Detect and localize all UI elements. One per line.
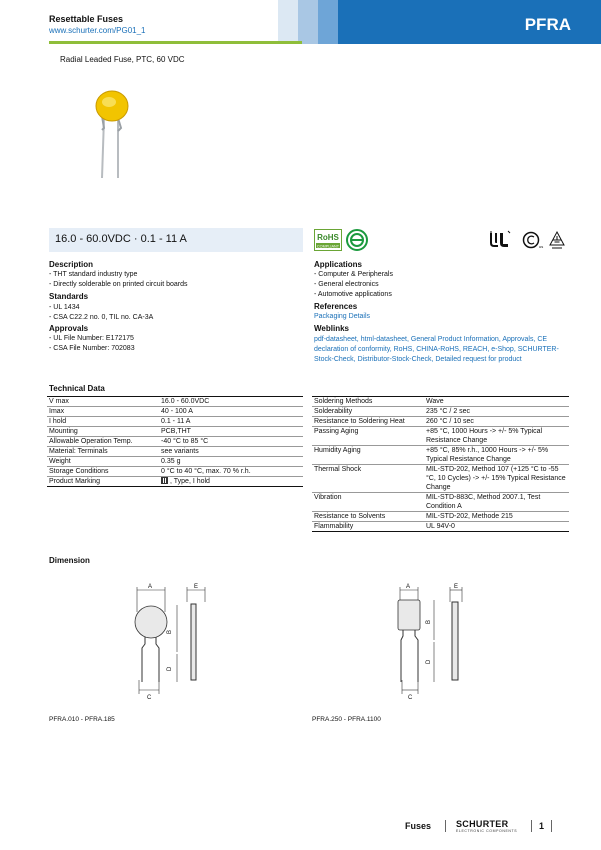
dimension-drawing-disc xyxy=(125,582,215,702)
svg-text:us: us xyxy=(539,244,544,249)
table-row: Resistance to Solvents MIL-STD-202, Methode 215 xyxy=(312,512,569,522)
header-band-light xyxy=(278,0,298,44)
svg-text:D: D xyxy=(167,666,173,671)
product-subtitle: Radial Leaded Fuse, PTC, 60 VDC xyxy=(60,55,185,64)
svg-text:E: E xyxy=(194,584,199,590)
footer-divider xyxy=(551,820,552,832)
table-row: Mounting PCB,THT xyxy=(47,427,303,437)
svg-text:A: A xyxy=(148,584,153,590)
approvals-heading: Approvals xyxy=(49,324,89,333)
earth-ground-icon xyxy=(549,231,565,249)
schurter-logo: SCHURTER xyxy=(456,819,509,829)
applications-line: - Automotive applications xyxy=(314,291,392,298)
description-line: - Directly solderable on printed circuit boards xyxy=(49,281,188,288)
table-row: Flammability UL 94V-0 xyxy=(312,522,569,532)
references-heading: References xyxy=(314,302,358,311)
csa-icon xyxy=(522,231,542,249)
dimension-drawing-block xyxy=(390,582,475,702)
table-row: Product Marking , Type, I hold xyxy=(47,477,303,487)
table-row: Humidity Aging +85 °C, 85% r.h., 1000 Hours -> +/- 5% Typical Resistance Change xyxy=(312,446,569,465)
document-category-title: Resettable Fuses xyxy=(49,14,124,24)
table-row: Weight 0.35 g xyxy=(47,457,303,467)
footer-divider xyxy=(445,820,446,832)
approvals-line: - CSA File Number: 702083 xyxy=(49,345,135,352)
svg-text:B: B xyxy=(167,629,173,634)
page-number: 1 xyxy=(539,821,545,831)
applications-heading: Applications xyxy=(314,260,363,269)
weblinks-list[interactable]: pdf-datasheet, html-datasheet, General Product Information, Approvals, CE declaration of conformity, RoHS, CHINA-RoHS, REACH, e-Shop, SCHURTER-Stock-Check, Distributor-Stock-Check, Detailed request for product xyxy=(314,336,559,363)
table-row: Thermal Shock MIL-STD-202, Method 107 (+125 °C to -55 °C, 10 Cycles) -> +/- 15% Typical Resistance Change xyxy=(312,465,569,493)
table-row: I hold 0.1 - 11 A xyxy=(47,417,303,427)
manufacturer-mark-icon xyxy=(161,477,168,484)
voltage-current-rating: 16.0 - 60.0VDC · 0.1 - 11 A xyxy=(55,233,187,245)
svg-text:E: E xyxy=(454,584,459,590)
table-row: Soldering Methods Wave xyxy=(312,397,569,407)
weblinks-heading: Weblinks xyxy=(314,324,349,333)
svg-text:A: A xyxy=(406,584,411,590)
rohs-compliant-icon xyxy=(314,229,342,251)
table-row: Imax 40 - 100 A xyxy=(47,407,303,417)
packaging-details-link[interactable]: Packaging Details xyxy=(314,313,371,320)
product-code-title: PFRA xyxy=(524,15,571,34)
svg-text:RoHS: RoHS xyxy=(317,233,339,242)
ul-recognized-icon xyxy=(488,231,512,249)
table-row: Resistance to Soldering Heat 260 °C / 10 sec xyxy=(312,417,569,427)
table-row: V max 16.0 - 60.0VDC xyxy=(47,397,303,407)
dimension-caption-left: PFRA.010 - PFRA.185 xyxy=(49,716,115,723)
china-rohs-icon xyxy=(346,229,368,251)
table-row: Solderability 235 °C / 2 sec xyxy=(312,407,569,417)
product-photo xyxy=(88,88,138,180)
svg-text:COMPLIANT: COMPLIANT xyxy=(316,244,340,249)
approvals-line: - UL File Number: E172175 xyxy=(49,335,134,342)
footer-category: Fuses xyxy=(405,821,432,831)
svg-text:C: C xyxy=(408,695,413,701)
dimension-caption-right: PFRA.250 - PFRA.1100 xyxy=(312,716,381,723)
standards-heading: Standards xyxy=(49,292,89,301)
svg-text:D: D xyxy=(426,659,432,664)
header-accent-line xyxy=(49,41,302,44)
description-heading: Description xyxy=(49,260,94,269)
technical-data-table-left xyxy=(47,396,303,487)
applications-line: - General electronics xyxy=(314,281,379,288)
technical-data-table-right xyxy=(312,396,569,532)
table-row: Storage Conditions 0 °C to 40 °C, max. 70 % r.h. xyxy=(47,467,303,477)
product-url-link[interactable]: www.schurter.com/PG01_1 xyxy=(49,26,146,35)
description-line: - THT standard industry type xyxy=(49,271,138,278)
applications-line: - Computer & Peripherals xyxy=(314,271,393,278)
table-row: Passing Aging +85 °C, 1000 Hours -> +/- 5% Typical Resistance Change xyxy=(312,427,569,446)
table-row: Material: Terminals see variants xyxy=(47,447,303,457)
footer-divider xyxy=(531,820,532,832)
table-row: Allowable Operation Temp. -40 °C to 85 °C xyxy=(47,437,303,447)
header-band-mid xyxy=(298,0,318,44)
standards-line: - CSA C22.2 no. 0, TIL no. CA-3A xyxy=(49,314,154,321)
schurter-logo-subtitle: ELECTRONIC COMPONENTS xyxy=(456,829,518,833)
svg-text:B: B xyxy=(426,619,432,624)
svg-text:C: C xyxy=(147,695,152,701)
dimension-heading: Dimension xyxy=(49,556,90,565)
standards-line: - UL 1434 xyxy=(49,304,80,311)
header-band-mid-dark xyxy=(318,0,338,44)
table-row: Vibration MIL-STD-883C, Method 2007.1, Test Condition A xyxy=(312,493,569,512)
technical-data-heading: Technical Data xyxy=(49,384,105,393)
